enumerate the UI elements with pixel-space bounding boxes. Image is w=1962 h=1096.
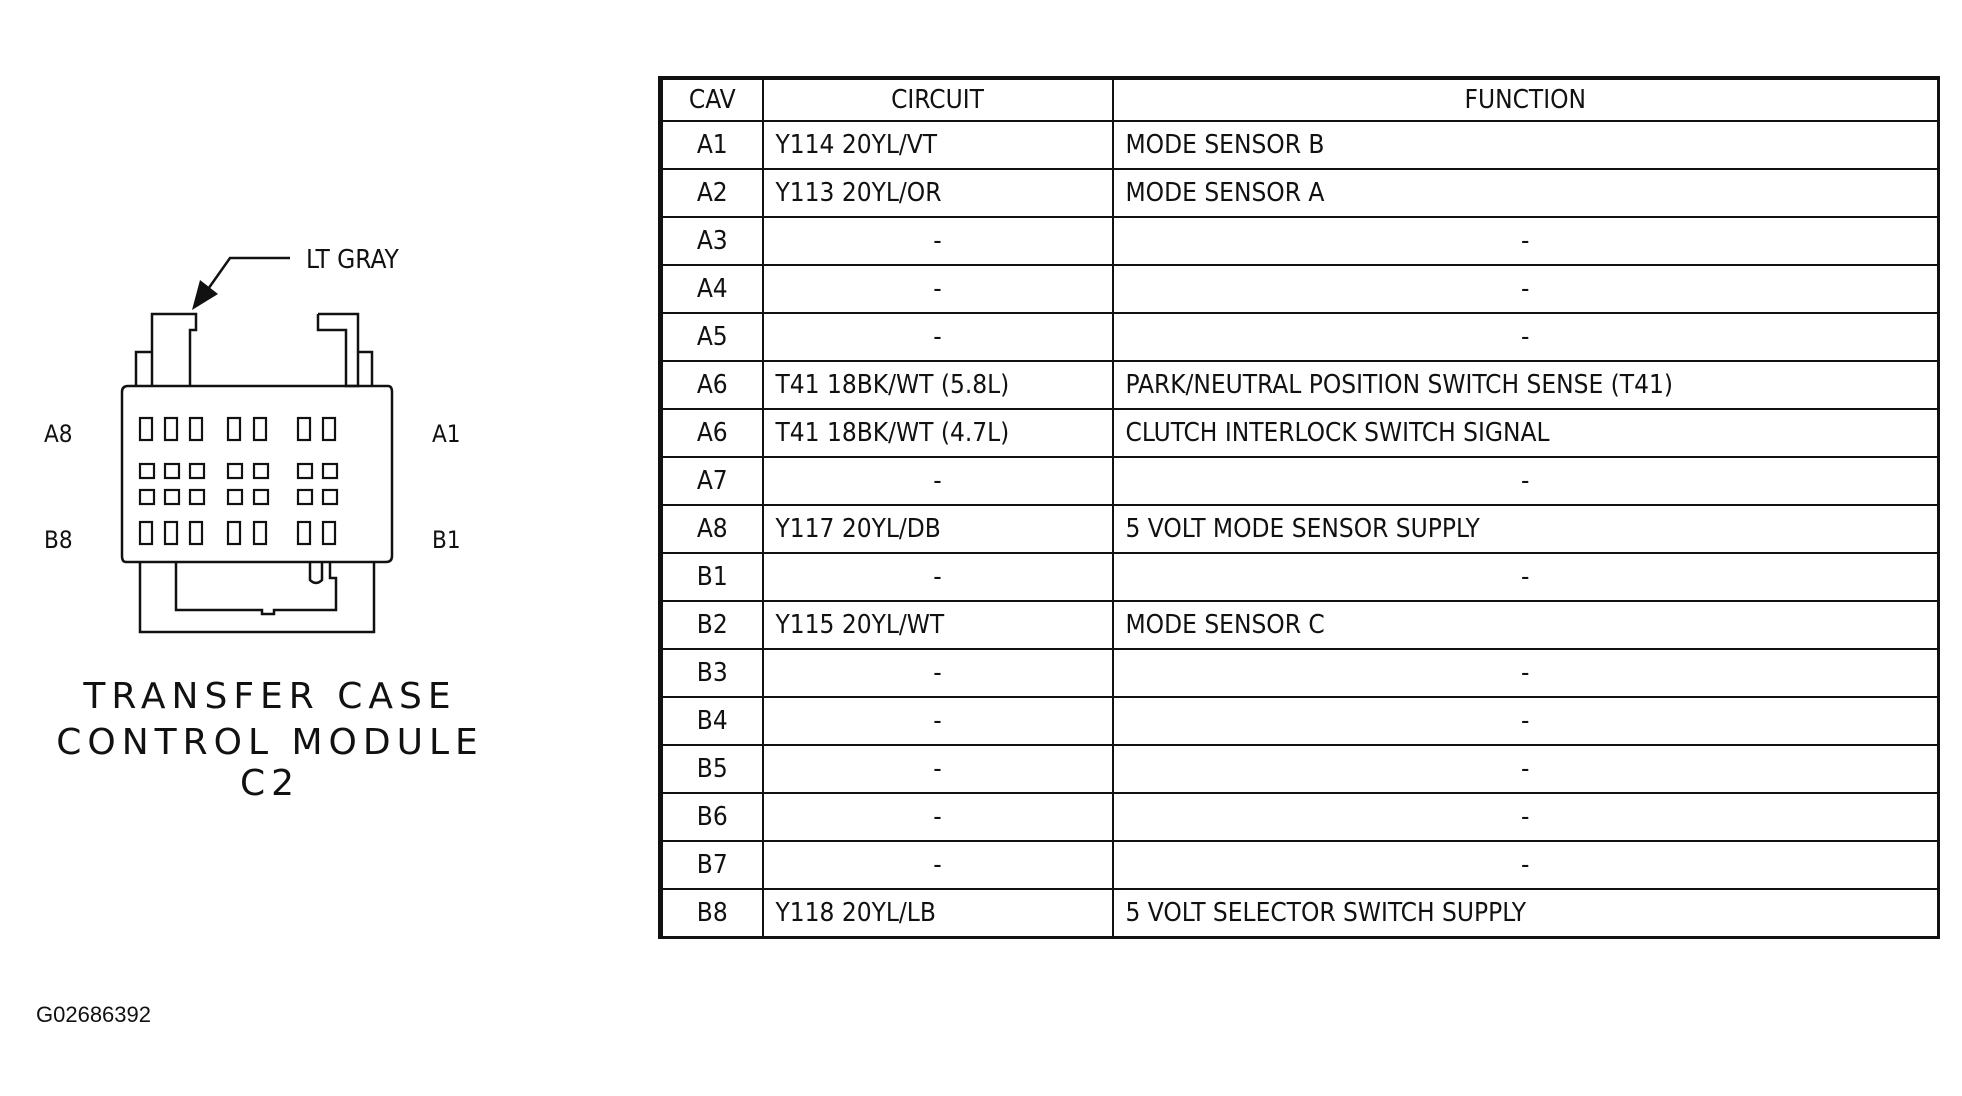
table-row bbox=[661, 745, 1939, 793]
cell-circuit: Y117 20YL/DB bbox=[763, 505, 1113, 553]
cell-cav: B6 bbox=[661, 793, 763, 841]
cell-circuit: T41 18BK/WT (5.8L) bbox=[763, 361, 1113, 409]
cell-cav: B4 bbox=[661, 697, 763, 745]
cell-cav: A2 bbox=[661, 169, 763, 217]
cavity-label-a1: A1 bbox=[432, 420, 461, 448]
pin-cavity bbox=[254, 522, 266, 544]
table-row bbox=[661, 265, 1939, 313]
cell-circuit: - bbox=[763, 793, 1113, 841]
cell-function: - bbox=[1113, 553, 1939, 601]
cell-circuit: T41 18BK/WT (4.7L) bbox=[763, 409, 1113, 457]
connector-title-line-2: CONTROL MODULE C2 bbox=[56, 722, 484, 804]
table-row bbox=[661, 361, 1939, 409]
cell-function: - bbox=[1113, 697, 1939, 745]
cell-circuit: - bbox=[763, 649, 1113, 697]
pin-cavity bbox=[228, 418, 240, 440]
pin-cavity bbox=[140, 490, 154, 504]
cell-function: - bbox=[1113, 265, 1939, 313]
header-cav: CAV bbox=[661, 78, 763, 121]
cell-circuit: Y113 20YL/OR bbox=[763, 169, 1113, 217]
cell-circuit: - bbox=[763, 697, 1113, 745]
pin-cavity bbox=[228, 522, 240, 544]
arrowhead-icon bbox=[192, 280, 218, 310]
cavity-label-b8: B8 bbox=[44, 526, 73, 554]
cell-function: - bbox=[1113, 841, 1939, 889]
cell-cav: A4 bbox=[661, 265, 763, 313]
pin-cavity bbox=[165, 418, 177, 440]
connector-title-line-1: TRANSFER CASE bbox=[83, 676, 457, 717]
left-latch-rail bbox=[136, 352, 152, 386]
pin-cavity bbox=[140, 522, 152, 544]
cell-cav: A6 bbox=[661, 361, 763, 409]
cell-function: PARK/NEUTRAL POSITION SWITCH SENSE (T41) bbox=[1113, 361, 1939, 409]
table-row bbox=[661, 649, 1939, 697]
cell-circuit: - bbox=[763, 265, 1113, 313]
header-function: FUNCTION bbox=[1113, 78, 1939, 121]
table-row bbox=[661, 217, 1939, 265]
table-row bbox=[661, 313, 1939, 361]
pin-cavity bbox=[298, 418, 310, 440]
cell-function: CLUTCH INTERLOCK SWITCH SIGNAL bbox=[1113, 409, 1939, 457]
table-row bbox=[661, 601, 1939, 649]
table-row bbox=[661, 505, 1939, 553]
connector-diagram bbox=[0, 0, 560, 660]
cell-function: - bbox=[1113, 745, 1939, 793]
pin-cavity bbox=[298, 522, 310, 544]
cell-cav: B7 bbox=[661, 841, 763, 889]
cell-cav: A7 bbox=[661, 457, 763, 505]
table-row bbox=[661, 409, 1939, 457]
left-latch bbox=[152, 314, 196, 386]
cavity-label-b1: B1 bbox=[432, 526, 461, 554]
color-callout-label: LT GRAY bbox=[306, 245, 399, 275]
pin-cavity bbox=[190, 418, 202, 440]
pin-cavity bbox=[323, 418, 335, 440]
table-row bbox=[661, 697, 1939, 745]
table-row bbox=[661, 121, 1939, 169]
pin-cavity bbox=[323, 522, 335, 544]
cell-function: MODE SENSOR B bbox=[1113, 121, 1939, 169]
cell-function: - bbox=[1113, 217, 1939, 265]
cell-cav: A1 bbox=[661, 121, 763, 169]
pin-cavity bbox=[165, 490, 179, 504]
cell-cav: B1 bbox=[661, 553, 763, 601]
cell-function: - bbox=[1113, 793, 1939, 841]
pin-cavity bbox=[323, 490, 337, 504]
table-row bbox=[661, 841, 1939, 889]
cell-circuit: - bbox=[763, 841, 1113, 889]
cell-circuit: - bbox=[763, 313, 1113, 361]
pin-cavity bbox=[228, 464, 242, 478]
cell-function: - bbox=[1113, 313, 1939, 361]
cell-circuit: - bbox=[763, 457, 1113, 505]
cell-function: MODE SENSOR C bbox=[1113, 601, 1939, 649]
housing-notch bbox=[310, 562, 322, 583]
cell-circuit: Y114 20YL/VT bbox=[763, 121, 1113, 169]
table-row bbox=[661, 793, 1939, 841]
cell-circuit: - bbox=[763, 745, 1113, 793]
cell-cav: B5 bbox=[661, 745, 763, 793]
pinout-table bbox=[658, 76, 1940, 939]
cell-function: MODE SENSOR A bbox=[1113, 169, 1939, 217]
cell-cav: B8 bbox=[661, 889, 763, 938]
table-header-row bbox=[661, 78, 1939, 121]
table-row bbox=[661, 889, 1939, 938]
pin-cavity bbox=[254, 464, 268, 478]
cell-function: - bbox=[1113, 649, 1939, 697]
pin-cavity bbox=[140, 464, 154, 478]
table-row bbox=[661, 169, 1939, 217]
cell-function: 5 VOLT SELECTOR SWITCH SUPPLY bbox=[1113, 889, 1939, 938]
cell-circuit: Y118 20YL/LB bbox=[763, 889, 1113, 938]
cell-function: - bbox=[1113, 457, 1939, 505]
pin-cavity bbox=[228, 490, 242, 504]
pin-cavity bbox=[165, 464, 179, 478]
cell-cav: B3 bbox=[661, 649, 763, 697]
figure-id: G02686392 bbox=[36, 1002, 151, 1027]
pin-cavity bbox=[190, 464, 204, 478]
right-latch-rail bbox=[358, 352, 372, 386]
pin-cavity bbox=[298, 490, 312, 504]
right-latch bbox=[318, 314, 358, 386]
pin-cavity bbox=[254, 490, 268, 504]
pin-cavity bbox=[298, 464, 312, 478]
cell-cav: A8 bbox=[661, 505, 763, 553]
pin-cavity bbox=[323, 464, 337, 478]
pin-cavity bbox=[254, 418, 266, 440]
cavity-label-a8: A8 bbox=[44, 420, 73, 448]
table-row bbox=[661, 553, 1939, 601]
cell-circuit: - bbox=[763, 217, 1113, 265]
pin-cavity bbox=[140, 418, 152, 440]
cell-cav: A3 bbox=[661, 217, 763, 265]
cell-circuit: - bbox=[763, 553, 1113, 601]
cell-function: 5 VOLT MODE SENSOR SUPPLY bbox=[1113, 505, 1939, 553]
header-circuit: CIRCUIT bbox=[763, 78, 1113, 121]
lower-housing-inner bbox=[176, 562, 336, 614]
cell-cav: A5 bbox=[661, 313, 763, 361]
connector-body bbox=[122, 386, 392, 562]
table-row bbox=[661, 457, 1939, 505]
cell-circuit: Y115 20YL/WT bbox=[763, 601, 1113, 649]
cell-cav: A6 bbox=[661, 409, 763, 457]
cell-cav: B2 bbox=[661, 601, 763, 649]
pin-cavity bbox=[190, 490, 204, 504]
pin-cavity bbox=[190, 522, 202, 544]
color-callout-leader bbox=[192, 258, 290, 310]
pin-cavity bbox=[165, 522, 177, 544]
